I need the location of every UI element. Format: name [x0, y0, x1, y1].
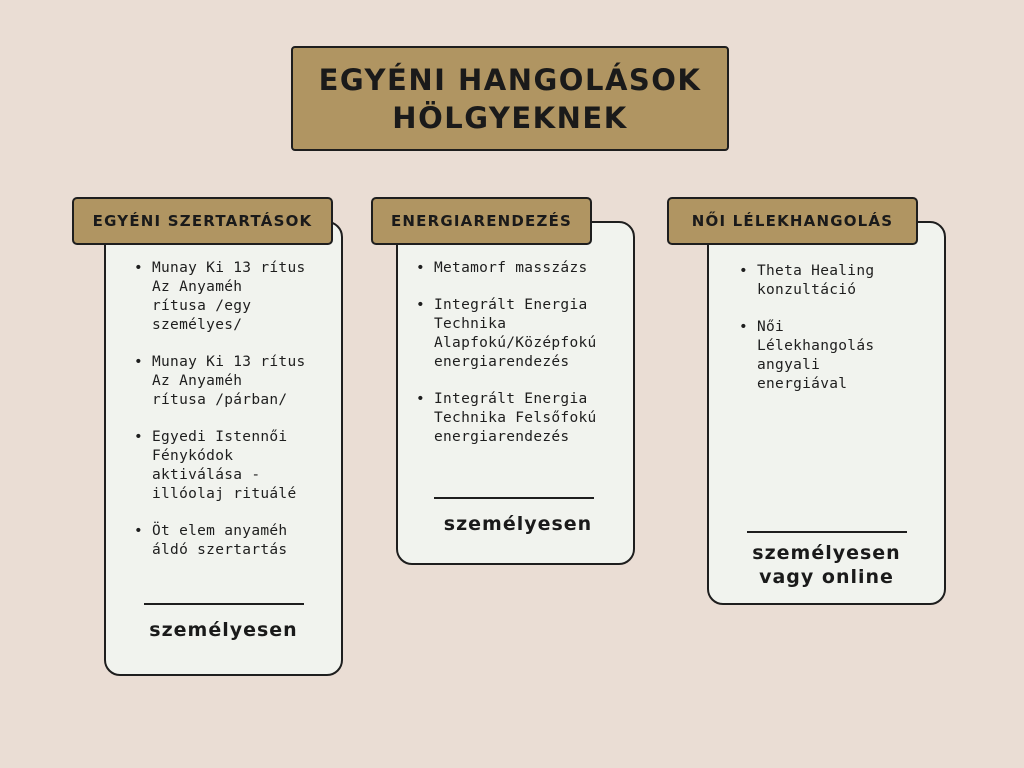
- item-list: [414, 259, 634, 465]
- bullet-icon: •: [134, 429, 144, 445]
- item-line: Technika Felsőfokú: [434, 410, 597, 426]
- item-line: aktiválása -: [152, 467, 261, 483]
- bullet-icon: •: [416, 297, 426, 313]
- bullet-icon: •: [134, 523, 144, 539]
- item-line: személyes/: [152, 317, 243, 333]
- item-line: energiarendezés: [434, 429, 570, 445]
- item-line: Lélekhangolás: [757, 338, 875, 354]
- item-list: [737, 262, 942, 412]
- item-line: rítusa /egy: [152, 298, 252, 314]
- header-energiarendezes: ENERGIARENDEZÉS: [371, 197, 592, 245]
- item-line: angyali: [757, 357, 821, 373]
- list-item: [737, 318, 942, 394]
- footer-line: személyesen: [149, 619, 298, 641]
- item-line: energiával: [757, 376, 848, 392]
- item-line: Technika: [434, 316, 507, 332]
- bullet-icon: •: [134, 354, 144, 370]
- item-list: [132, 259, 337, 578]
- bullet-icon: •: [416, 391, 426, 407]
- list-item: [132, 353, 337, 410]
- divider-line: [144, 603, 304, 605]
- bullet-icon: •: [739, 319, 749, 335]
- item-line: rítusa /párban/: [152, 392, 288, 408]
- footer-line: személyesen: [443, 513, 593, 535]
- item-line: Munay Ki 13 rítus: [152, 260, 306, 276]
- item-line: Alapfokú/Középfokú: [434, 335, 597, 351]
- header-noi-lelekhangolas: NŐI LÉLEKHANGOLÁS: [667, 197, 918, 245]
- item-line: Egyedi Istennői: [152, 429, 288, 445]
- footer-label: [106, 618, 341, 642]
- item-line: energiarendezés: [434, 354, 570, 370]
- list-item: [132, 259, 337, 335]
- footer-label: [378, 512, 658, 536]
- header-egyeni-szertartasok: EGYÉNI SZERTARTÁSOK: [72, 197, 333, 245]
- footer-line: személyesen: [752, 542, 901, 564]
- item-line: Az Anyaméh: [152, 279, 243, 295]
- footer-label: [709, 541, 944, 589]
- item-line: Theta Healing: [757, 263, 875, 279]
- item-line: konzultáció: [757, 282, 857, 298]
- item-line: Metamorf masszázs: [434, 260, 588, 276]
- list-item: [737, 262, 942, 300]
- divider-line: [434, 497, 594, 499]
- item-line: Munay Ki 13 rítus: [152, 354, 306, 370]
- item-line: illóolaj rituálé: [152, 486, 297, 502]
- list-item: [414, 390, 634, 447]
- list-item: [414, 296, 634, 372]
- card-energiarendezes: [396, 221, 635, 565]
- item-line: Az Anyaméh: [152, 373, 243, 389]
- bullet-icon: •: [134, 260, 144, 276]
- item-line: Integrált Energia: [434, 297, 588, 313]
- card-noi-lelekhangolas: [707, 221, 946, 605]
- item-line: áldó szertartás: [152, 542, 288, 558]
- list-item: [414, 259, 634, 278]
- divider-line: [747, 531, 907, 533]
- item-line: Integrált Energia: [434, 391, 588, 407]
- item-line: Fénykódok: [152, 448, 234, 464]
- item-line: Női: [757, 319, 785, 335]
- bullet-icon: •: [739, 263, 749, 279]
- bullet-icon: •: [416, 260, 426, 276]
- list-item: [132, 522, 337, 560]
- item-line: Öt elem anyaméh: [152, 523, 288, 539]
- main-title-box: [291, 46, 729, 151]
- card-egyeni-szertartasok: [104, 221, 343, 676]
- footer-line: vagy online: [759, 566, 894, 588]
- list-item: [132, 428, 337, 504]
- main-title-line-1: EGYÉNI HANGOLÁSOK: [318, 62, 702, 97]
- main-title-line-2: HÖLGYEKNEK: [392, 100, 628, 135]
